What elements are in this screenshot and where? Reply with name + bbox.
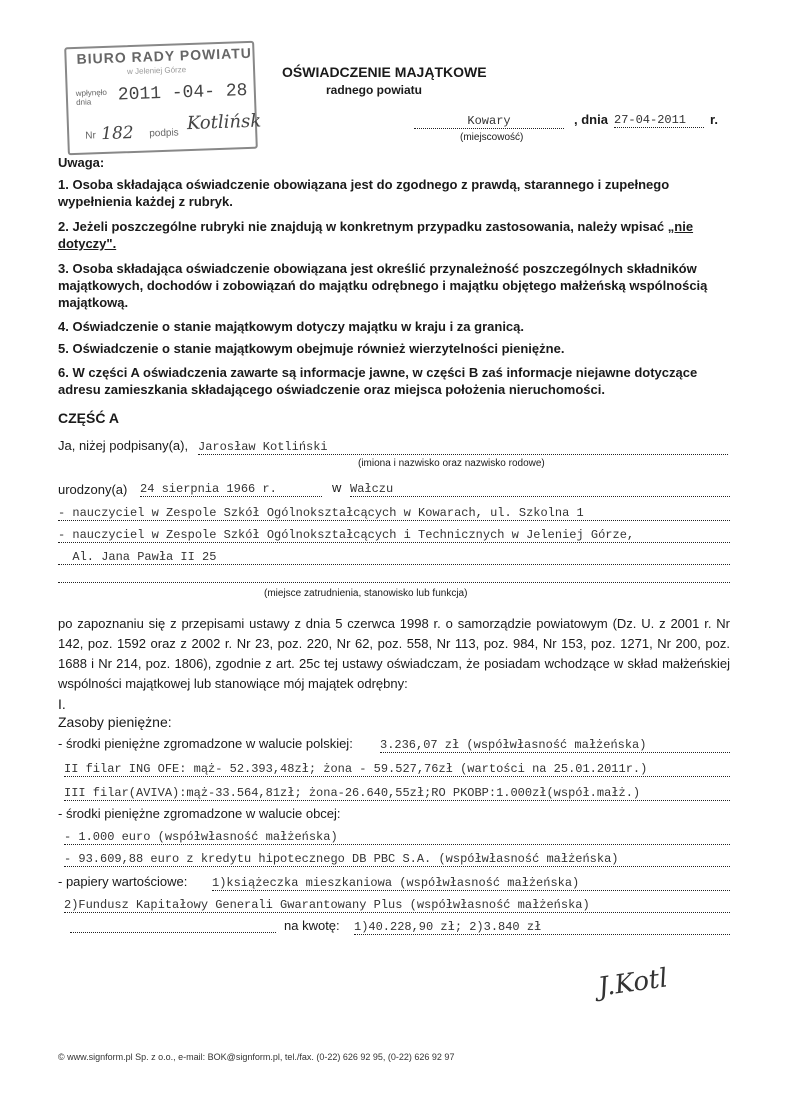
document-title: OŚWIADCZENIE MAJĄTKOWE xyxy=(282,64,487,80)
office-stamp xyxy=(64,41,262,156)
birth-place-label: w xyxy=(332,480,342,495)
note-2-nie-dotyczy: „nie dotyczy". xyxy=(58,219,694,251)
employment-line-2: - nauczyciel w Zespole Szkół Ogólnokształcących i Technicznych w Jeleniej Górze, xyxy=(58,528,730,543)
securities-line-1: 1)książeczka mieszkaniowa (współwłasność małżeńska) xyxy=(212,876,730,891)
stamp-signature: Kotlińsk xyxy=(186,110,262,135)
employment-line-3: Al. Jana Pawła II 25 xyxy=(58,550,730,565)
stamp-date: 2011 -04- 28 xyxy=(117,80,248,106)
place-caption: (miejscowość) xyxy=(460,132,524,143)
securities-line-2: 2)Fundusz Kapitałowy Generali Gwarantowany Plus (współwłasność małżeńska) xyxy=(64,898,730,913)
section-heading: Zasoby pieniężne: xyxy=(58,714,172,730)
amount-field: 1)40.228,90 zł; 2)3.840 zł xyxy=(354,920,730,935)
stamp-nr-label: Nr xyxy=(85,130,97,142)
stamp-subtitle: w Jeleniej Górze xyxy=(126,65,187,77)
name-field: Jarosław Kotliński xyxy=(198,440,728,455)
stamp-title: BIURO RADY POWIATU xyxy=(76,44,253,67)
section-roman: I. xyxy=(58,696,66,712)
note-2-text: 2. Jeżeli poszczególne rubryki nie znajdują w konkretnym przypadku zastosowania, należy wpisać xyxy=(58,219,665,234)
birth-date-field: 24 sierpnia 1966 r. xyxy=(140,482,322,497)
birth-place-field: Wałczu xyxy=(350,482,730,497)
pln-line-3: III filar(AVIVA):mąż-33.564,81zł; żona-26.640,55zł;RO PKOBP:1.000zł(współ.małż.) xyxy=(64,786,730,801)
date-label: , dnia xyxy=(574,112,608,127)
note-6: 6. W części A oświadczenia zawarte są informacje jawne, w części B zaś informacje niejawne dotyczące adresu zamieszkania składającego oświadczenie oraz miejsca położenia nieruchomości. xyxy=(58,365,698,397)
date-suffix: r. xyxy=(710,112,718,127)
name-caption: (imiona i nazwisko oraz nazwisko rodowe) xyxy=(358,458,545,469)
footer-text: © www.signform.pl Sp. z o.o., e-mail: BOK@signform.pl, tel./fax. (0-22) 626 92 95, (0-22) 626 92 97 xyxy=(58,1052,455,1062)
part-a-heading: CZĘŚĆ A xyxy=(58,410,119,426)
note-2 xyxy=(58,218,718,252)
pln-line-1: 3.236,07 zł (współwłasność małżeńska) xyxy=(380,738,730,753)
note-5: 5. Oświadczenie o stanie majątkowym obejmuje również wierzytelności pieniężne. xyxy=(58,341,565,356)
name-label: Ja, niżej podpisany(a), xyxy=(58,438,189,453)
foreign-line-2: - 93.609,88 euro z kredytu hipotecznego DB PBC S.A. (współwłasność małżeńska) xyxy=(64,852,730,867)
employment-blank-line xyxy=(58,572,730,583)
employment-line-1: - nauczyciel w Zespole Szkół Ogólnokształcących w Kowarach, ul. Szkolna 1 xyxy=(58,506,730,521)
amount-blank-line xyxy=(70,924,276,933)
document-subtitle: radnego powiatu xyxy=(326,83,422,97)
date-field: 27-04-2011 xyxy=(614,113,704,128)
securities-label: - papiery wartościowe: xyxy=(58,874,188,889)
foreign-line-1: - 1.000 euro (współwłasność małżeńska) xyxy=(64,830,730,845)
employment-caption: (miejsce zatrudnienia, stanowisko lub funkcja) xyxy=(264,588,468,599)
amount-label: na kwotę: xyxy=(284,918,340,933)
place-field: Kowary xyxy=(414,114,564,129)
intro-paragraph: po zapoznaniu się z przepisami ustawy z dnia 5 czerwca 1998 r. o samorządzie powiatowym (Dz. U. z 2001 r. Nr 142, poz. 1592 oraz z 2002 r. Nr 23, poz. 220, Nr 62, poz. 558, Nr 113, poz. 984, Nr 153, poz. 1271, Nr 200, poz. 1688 i Nr 214, poz. 1806), zgodnie z art. 25c tej ustawy oświadczam, że posiadam wchodzące w skład małżeńskiej wspólności majątkowej lub stanowiące mój majątek odrębny: xyxy=(58,616,730,691)
stamp-received-label: wpłynęło dnia xyxy=(75,87,108,107)
notes-heading: Uwaga: xyxy=(58,155,105,170)
note-3: 3. Osoba składająca oświadczenie obowiązana jest określić przynależność poszczególnych składników majątkowych, dochodów i zobowiązań do majątku odrębnego i majątku objętego małżeńską wspólnością majątkową. xyxy=(58,261,708,310)
note-1: 1. Osoba składająca oświadczenie obowiązana jest do zgodnego z prawdą, starannego i zupełnego wypełnienia każdej z rubryk. xyxy=(58,177,670,209)
handwritten-signature: J.Kotl xyxy=(596,963,670,1003)
born-label: urodzony(a) xyxy=(58,482,128,497)
pln-label: - środki pieniężne zgromadzone w walucie polskiej: xyxy=(58,736,353,751)
stamp-nr-value: 182 xyxy=(100,122,135,145)
stamp-sign-label: podpis xyxy=(149,127,179,140)
foreign-label: - środki pieniężne zgromadzone w walucie obcej: xyxy=(58,806,341,821)
pln-line-2: II filar ING OFE: mąż- 52.393,48zł; żona - 59.527,76zł (wartości na 25.01.2011r.) xyxy=(64,762,730,777)
note-4: 4. Oświadczenie o stanie majątkowym dotyczy majątku w kraju i za granicą. xyxy=(58,319,525,334)
